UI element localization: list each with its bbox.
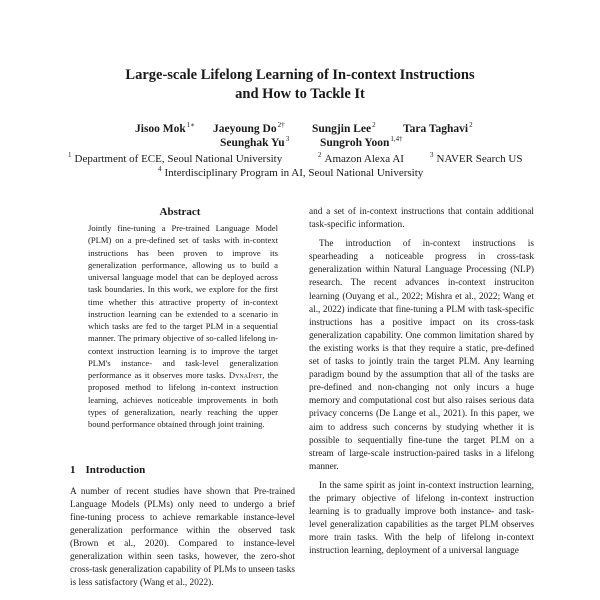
author-affil-mark: 1,4† [390,135,403,143]
introduction-right-column [309,206,534,564]
title-line-1: Large-scale Lifelong Learning of In-context Instructions [125,67,475,83]
affiliation-text: NAVER Search US [436,153,523,165]
author-name: Tara Taghavi [403,123,469,135]
author-affil-mark: 2 [469,121,473,129]
abstract-text-part-2: , the proposed method to lifelong in-context instruction learning, achieves noticeable improvements in both types of generalization, nearly reaching the upper bound performance obtained through joint training. [88,370,279,429]
paper-title [60,66,540,104]
section-number: 1 [70,464,76,476]
paragraph: In the same spirit as joint in-context instruction learning, the primary objective of lifelong in-context instruction learning is to gradually improve both instance- and task-level generalization capabilities as the target PLM observes more train tasks. With the help of lifelong in-context instruction learning, deployment of a universal language [309,480,534,557]
affiliation [158,162,423,180]
method-name: DynaInst [228,370,263,380]
author [403,118,473,136]
paragraph: The introduction of in-context instructions is spearheading a noticeable progress in cross-task generalization within Natural Language Processing (NLP) research. The recent advances in-context instruciton learning (Ouyang et al., 2022; Mishra et al., 2022; Wang et al., 2022) indicate that fine-tuning a PLM with task-specific instructions has a positive impact on its cross-task generalization capability. One common limitation shared by the existing works is that they require a static, pre-defined set of tasks to jointly train the target PLM. Any learning paradigm bound by the assumption that all of the tasks are pre-defined and non-changing not only incurs a huge memory and computational cost but also raises serious data privacy concerns (De Lange et al., 2021). In this paper, we aim to address such concerns by studying whether it is possible to sequentially fine-tune the target PLM on a stream of large-scale instruction-paired tasks in a lifelong manner. [309,239,534,472]
introduction-left-column: A number of recent studies have shown that Pre-trained Language Models (PLMs) only need to undergo a brief fine-tuning process to achieve remarkable instance-level generalization performance within the observed task (Brown et al., 2020). Compared to instance-level generalization within seen tasks, however, the zero-shot cross-task generalization capability of PLMs to unseen tasks is less satisfactory (Wang et al., 2022). [70,487,295,588]
author-name: Seunghak Yu [220,137,285,149]
abstract-text [88,222,278,430]
affiliation-mark: 4 [158,165,162,173]
author-affil-mark: 3 [285,135,290,143]
title-line-2: and How to Tackle It [235,86,365,102]
section-title: Introduction [85,464,146,476]
author-affil-mark: 2† [277,121,285,129]
section-heading-introduction [70,464,145,476]
affiliation-text: Interdisciplinary Program in AI, Seoul National University [164,167,424,179]
affiliation-text: Amazon Alexa AI [324,153,404,165]
author-name: Sungroh Yoon [320,137,390,149]
author-name: Jaeyoung Do [213,123,277,135]
author [135,118,195,136]
affiliation-mark: 1 [68,151,72,159]
author-name: Jisoo Mok [135,123,186,135]
author-affil-mark: 1∗ [186,121,196,129]
affiliation-mark: 3 [430,151,434,159]
affiliation [430,148,522,166]
abstract-heading: Abstract [159,206,201,218]
affiliation-mark: 2 [318,151,322,159]
author-name: Sungjin Lee [312,123,372,135]
paragraph: and a set of in-context instructions that contain additional task-specific information. [309,207,534,231]
affiliation-text: Department of ECE, Seoul National University [74,153,283,165]
author-affil-mark: 2 [372,121,376,129]
abstract-text-part-1: Jointly fine-tuning a Pre-trained Language Model (PLM) on a pre-defined set of tasks with in-context instructions has been proven to improve its generalization performance, allowing us to build a universal language model that can be deployed across task boundaries. In this work, we explore for the first time whether this attractive property of in-context instruction learning can be extended to a scenario in which tasks are fed to the target PLM in a sequential manner. The primary objective of so-called lifelong in-context instruction learning is to improve the target PLM's instance- and task-level generalization performance as it observes more tasks. [88,223,278,380]
